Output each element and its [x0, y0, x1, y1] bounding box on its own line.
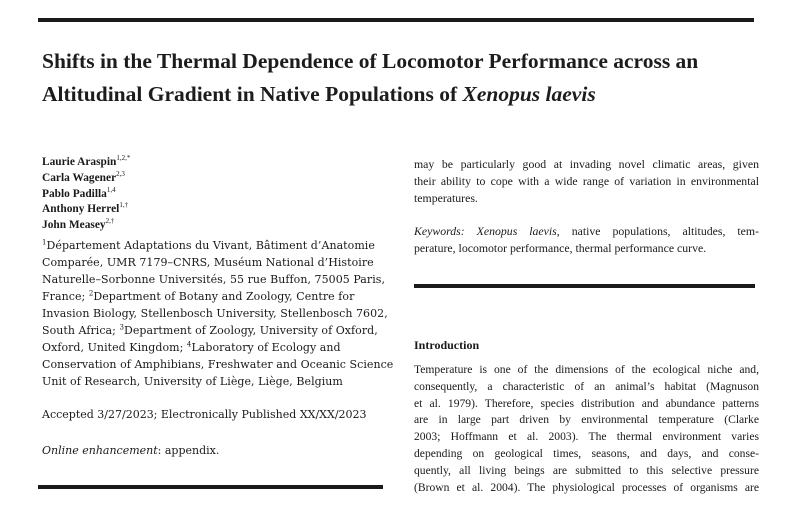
- intro-line: quently, all living beings are submitted to this selective pressure: [414, 463, 759, 477]
- affiliation-sup: 2: [88, 289, 94, 298]
- intro-line: are in large part driven by environmental temperature (Clarke: [414, 413, 759, 427]
- affiliation-text: Département Adaptations du Vivant, Bâtiment d’Anatomie: [46, 239, 375, 252]
- section-heading-introduction: Introduction: [414, 338, 480, 352]
- author-5[interactable]: [42, 218, 402, 234]
- author-name: Laurie Araspin: [42, 156, 117, 168]
- affiliations: [42, 237, 394, 390]
- author-sup: 2,3: [116, 170, 125, 178]
- intro-line: Temperature is one of the dimensions of the ecological niche and,: [414, 363, 759, 376]
- author-sup: 1,2,*: [116, 154, 131, 163]
- affiliation-text: Laboratory of Ecology and: [191, 341, 341, 354]
- author-name: John Measey: [42, 219, 106, 232]
- author-list: [42, 155, 402, 234]
- affiliation-text: Department of Zoology, University of Oxford,: [123, 324, 378, 337]
- title-line-2: [42, 78, 762, 111]
- affiliation-line: Invasion Biology, Stellenbosch University, Stellenbosch 7602,: [42, 307, 388, 320]
- author-4[interactable]: [42, 202, 402, 218]
- introduction-body: [414, 362, 759, 496]
- abstract-line: their ability to cope with a wide range of variation in environmental: [414, 174, 759, 188]
- affiliation-line: [42, 288, 387, 305]
- intro-line: 2003; Hoffmann et al. 2003). The thermal environment varies: [414, 430, 759, 444]
- author-2[interactable]: [42, 171, 402, 187]
- intro-line: et al. 1979). Therefore, species distribution and abundance patterns: [414, 396, 759, 410]
- author-name: Anthony Herrel: [42, 203, 120, 216]
- author-sup: 1,4: [106, 185, 116, 194]
- online-enhancement-label: Online enhancement: [42, 444, 158, 457]
- online-enhancement: [42, 444, 219, 457]
- affiliation-line: [42, 339, 387, 356]
- intro-line: consequently, a characteristic of an animal’s habitat (Magnuson: [414, 379, 759, 393]
- affiliation-line: [42, 237, 387, 254]
- affiliation-text: Department of Botany and Zoology, Centre for: [93, 290, 355, 303]
- keywords-label: Keywords: Xenopus laevis: [414, 224, 557, 238]
- affiliation-text: South Africa;: [42, 324, 120, 337]
- keywords-line: perature, locomotor performance, thermal performance curve.: [414, 241, 707, 255]
- author-name: Carla Wagener: [42, 171, 117, 184]
- intro-line: (Brown et al. 2004). The physiological processes of organisms are: [414, 480, 759, 494]
- author-3[interactable]: [42, 187, 402, 203]
- keywords: [414, 223, 759, 257]
- keywords-text: , native populations, altitudes, tem-: [556, 224, 759, 238]
- affiliation-line: Naturelle–Sorbonne Universités, 55 rue Buffon, 75005 Paris,: [42, 273, 386, 286]
- abstract-line: temperatures.: [414, 191, 478, 205]
- title-line-2-text: Altitudinal Gradient in Native Populations of: [42, 82, 463, 106]
- online-enhancement-link[interactable]: : appendix.: [157, 444, 220, 457]
- author-name: Pablo Padilla: [42, 187, 107, 200]
- top-rule: [38, 18, 754, 22]
- left-bottom-rule: [38, 485, 383, 489]
- affiliation-text: France;: [42, 290, 89, 303]
- title-line-1: Shifts in the Thermal Dependence of Locomotor Performance across an: [42, 49, 699, 73]
- affiliation-sup: 3: [119, 323, 124, 332]
- keywords-line: [414, 223, 759, 240]
- publication-dates: Accepted 3/27/2023; Electronically Published XX/XX/2023: [42, 408, 367, 421]
- affiliation-sup: 4: [186, 340, 192, 349]
- author-sup: 1,†: [119, 201, 129, 210]
- intro-line: depending on geological times, seasons, and days, and conse-: [414, 446, 759, 460]
- title-species: Xenopus laevis: [462, 82, 596, 106]
- affiliation-sup: 1: [42, 238, 47, 247]
- author-sup: 2,†: [105, 217, 115, 226]
- abstract-continued: [414, 156, 759, 207]
- article-title: [42, 45, 762, 111]
- right-rule: [414, 284, 755, 288]
- author-1[interactable]: [42, 155, 402, 171]
- affiliation-line: Comparée, UMR 7179–CNRS, Muséum National d’Histoire: [42, 256, 374, 269]
- affiliation-line: Unit of Research, University of Liège, Liège, Belgium: [42, 375, 343, 388]
- affiliation-text: Oxford, United Kingdom;: [42, 341, 187, 354]
- abstract-line: may be particularly good at invading novel climatic areas, given: [414, 157, 759, 171]
- affiliation-line: Conservation of Amphibians, Freshwater and Oceanic Science: [42, 358, 394, 371]
- affiliation-line: [42, 322, 387, 339]
